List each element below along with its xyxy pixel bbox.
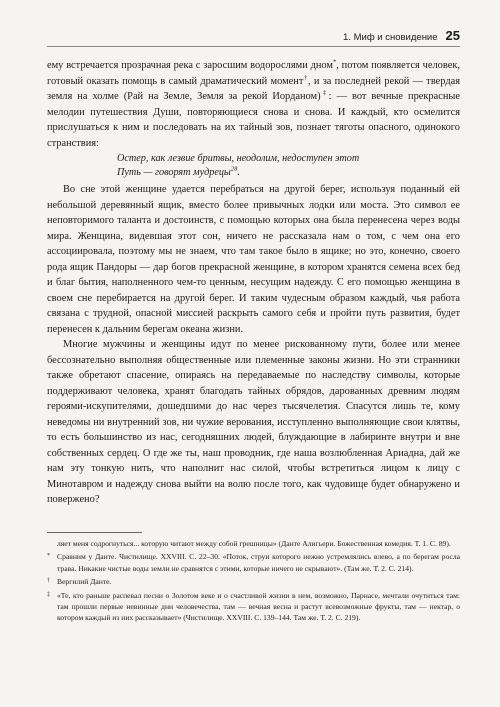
- header-rule: [47, 46, 460, 47]
- paragraph-2: Во сне этой женщине удается перебраться на другой берег, используя поданный ей небольшой деревянный ящик, вместо более привычных лодки или моста. Это символ ее неповторимого таланта и достоинств, с помощью которых она была перенесена через воды мира. Женщина, видевшая этот сон, ничего не рассказала нам о том, с чем она его ассоциировала, поэтому мы не знаем, что там такое было в ящике; но это, конечно, своего рода ящик Пандоры — дар богов прекрасной женщине, в котором хранятся семена всех бед и благ бытия, наполненного чем-то ценным, несущим надежду. С его помощью женщина в своем сне перебирается на другой берег. И таким чудесным образом каждый, чья работа связана с трудной, опасной миссией раскрыть самого себя и пройти путь развития, будет перенесен к дальним берегам океана жизни.: [47, 184, 460, 335]
- verse-line: Остер, как лезвие бритвы, неодолим, недоступен этот: [117, 153, 360, 164]
- main-text: [47, 58, 460, 508]
- verse-quote: [117, 152, 460, 180]
- running-header: [22, 28, 460, 43]
- footnote-mark: †: [47, 578, 50, 585]
- footnote-rule: [47, 532, 142, 533]
- page-number: 25: [445, 28, 460, 43]
- footnote-mark: ‡: [47, 591, 50, 598]
- footnote-ref: 28: [230, 165, 238, 173]
- chapter-title: 1. Миф и сновидение: [343, 32, 438, 43]
- paragraph-3: Многие мужчины и женщины идут по менее рискованному пути, более или менее бессознательно выполняя общественные или племенные законы жизни. Но эти странники также обретают спасение, опираясь на передаваемые по наследству символы, которые поддерживают человека, хранят благодать тайных обрядов, дарованных древним людям героями-искупителями, дошедшими до нас через тысячелетия. Спасутся лишь те, кому неведомы ни внутренний зов, ни чужие верования, исступленно выполняющие свои клятвы, то есть большинство из нас, сегодняшних людей, блуждающие в лабиринте внутри и вне собственных сердец. О где же ты, наш проводник, где наша возлюбленная Ариадна, дай же нам эту тонкую нить, что наполнит нас силой, чтобы встретиться лицом к лицу с Минотавром и надежду снова выйти на волю после того, как чудовище будет обнаружено и повержено?: [47, 339, 460, 505]
- footnote: † Вергилий Данте.: [47, 577, 112, 587]
- footnotes: [47, 538, 460, 626]
- verse-line: Путь — говорят мудрецы$^{28}$.: [117, 165, 240, 178]
- footnote-ref: ‡: [320, 89, 329, 97]
- footnote-mark: *: [47, 553, 50, 560]
- footnote: * Сравним у Данте. Чистилище. XXVIII. С. 22–30. «Поток, струи которого нежно устремлялись влево, а по берегам росла трава. Никакие чистые воды земли не сравнятся с этими, которые ничего не скрывают». (Там же. Т. 2. С. 214).: [47, 552, 460, 573]
- footnote-ref: †: [303, 74, 308, 82]
- paragraph-1: ему встречается прозрачная река с заросшим водорослями дном*, потом появляется человек, готовый оказать помощь в самый драматический момент†, и за последней рекой — твердая земля на холме (Рай на Земле, Земля за рекой Иорданом)‡: — вот вечные прекрасные мелодии путешествия Души, повторяющиеся снова и снова. И каждый, кто осмелится прислушаться к ним и последовать на их тайный зов, познает тяготы опасного, одинокого странствия:: [47, 58, 461, 149]
- footnote: ‡ «Те, кто раньше распевал песни о Золотом веке и о счастливой жизни в нем, возможно, Парнасе, мечтали очутиться там: там прошли первые невинные дни человечества, там — вечная весна и растут всевозможные фрукты, там — нектар, о котором каждый из них рассказывает» (Чистилище. XXVIII. С. 139–144. Там же. Т. 2. С. 219).: [47, 590, 460, 623]
- footnote-ref: *: [333, 58, 337, 66]
- footnote-continued: ляет меня содрогнуться... которую читают между собой грешницы» (Данте Алигьери. Божественная комедия. Т. 1. С. 89).: [57, 539, 451, 548]
